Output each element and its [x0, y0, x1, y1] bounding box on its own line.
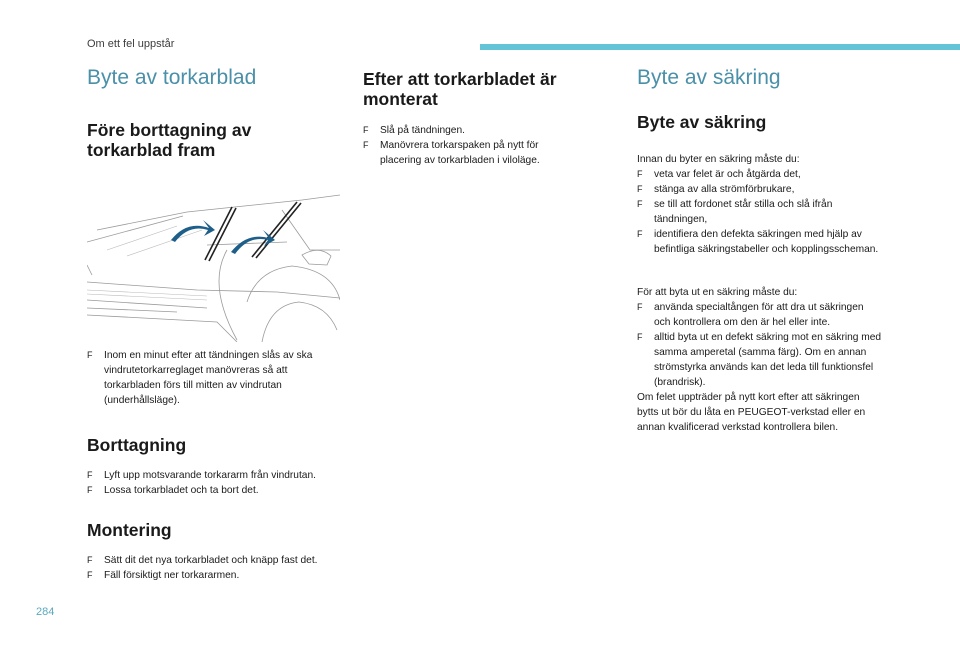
fuse-intro: Innan du byter en säkring måste du:	[637, 154, 800, 165]
column-after-mounting	[363, 69, 593, 168]
fuse-intro-2: För att byta ut en säkring måste du:	[637, 287, 798, 298]
windscreen-wiper-illustration	[87, 190, 340, 342]
page-title-wiper: Byte av torkarblad	[87, 66, 257, 89]
list-item-text: Lyft upp motsvarande torkararm från vindrutan.	[104, 470, 316, 481]
bullet-icon: F	[87, 570, 93, 580]
list-item-text: identifiera den defekta säkringen med hjälp av befintliga säkringstabeller och kopplingsscheman.	[654, 229, 879, 255]
list-item	[637, 167, 882, 182]
list-after-mounting	[363, 123, 578, 168]
fuse-body	[637, 152, 882, 435]
bullet-icon: F	[87, 555, 93, 565]
list-before-removal	[87, 348, 337, 408]
list-item-text: stänga av alla strömförbrukare,	[654, 184, 795, 195]
list-item	[87, 553, 337, 568]
list-item	[87, 483, 332, 498]
list-item	[637, 197, 882, 227]
list-item-text: alltid byta ut en defekt säkring mot en säkring med samma amperetal (samma färg). Om en annan strömstyrka används kan det leda till funktionsfel (brandrisk).	[654, 332, 882, 388]
header-accent-bar	[480, 44, 960, 50]
list-item	[637, 182, 882, 197]
bullet-icon: F	[87, 470, 93, 480]
list-removal	[87, 468, 332, 498]
list-item	[637, 330, 882, 390]
bullet-icon: F	[637, 184, 643, 194]
list-item	[87, 348, 337, 408]
bullet-icon: F	[363, 140, 369, 150]
list-item	[87, 468, 332, 483]
list-item-text: Fäll försiktigt ner torkararmen.	[104, 570, 240, 581]
list-item	[87, 568, 337, 583]
bullet-icon: F	[87, 485, 93, 495]
heading-before-removal: Före borttagning av torkarblad fram	[87, 120, 252, 160]
heading-mounting: Montering	[87, 520, 172, 540]
heading-removal: Borttagning	[87, 435, 187, 455]
section-mounting	[87, 520, 342, 583]
list-item-text: veta var felet är och åtgärda det,	[654, 169, 801, 180]
list-item-text: Lossa torkarbladet och ta bort det.	[104, 485, 259, 496]
list-item-text: använda specialtången för att dra ut säkringen och kontrollera om den är hel eller inte.	[654, 302, 864, 328]
bullet-icon: F	[637, 332, 643, 342]
heading-fuse: Byte av säkring	[637, 112, 767, 132]
list-item-text: se till att fordonet står stilla och slå ifrån tändningen,	[654, 199, 833, 225]
page-number: 284	[36, 606, 55, 618]
section-header-label: Om ett fel uppstår	[87, 38, 175, 50]
list-item	[363, 123, 578, 138]
column-fuse	[637, 66, 887, 435]
bullet-icon: F	[637, 169, 643, 179]
list-mounting	[87, 553, 337, 583]
bullet-icon: F	[637, 199, 643, 209]
list-item-text: Sätt dit det nya torkarbladet och knäpp fast det.	[104, 555, 318, 566]
heading-after-mounting: Efter att torkarbladet är monterat	[363, 69, 557, 109]
page-title-fuse: Byte av säkring	[637, 66, 781, 89]
bullet-icon: F	[637, 229, 643, 239]
list-item-text: Manövrera torkarspaken på nytt för placering av torkarbladen i viloläge.	[380, 140, 540, 166]
bullet-icon: F	[87, 350, 93, 360]
list-item	[363, 138, 578, 168]
bullet-icon: F	[637, 302, 643, 312]
section-removal	[87, 435, 342, 498]
bullet-icon: F	[363, 125, 369, 135]
list-item	[637, 227, 882, 257]
fuse-closing-paragraph: Om felet uppträder på nytt kort efter att säkringen bytts ut bör du låta en PEUGEOT-verkstad eller en annan kvalificerad verkstad kontrollera bilen.	[637, 392, 866, 433]
list-item-text: Inom en minut efter att tändningen slås av ska vindrutetorkarreglaget manövreras så att torkarbladen förs till mitten av vindrutan (underhållsläge).	[104, 350, 313, 406]
column-wiper-blade	[87, 66, 342, 160]
list-item-text: Slå på tändningen.	[380, 125, 465, 136]
list-item	[637, 300, 882, 330]
